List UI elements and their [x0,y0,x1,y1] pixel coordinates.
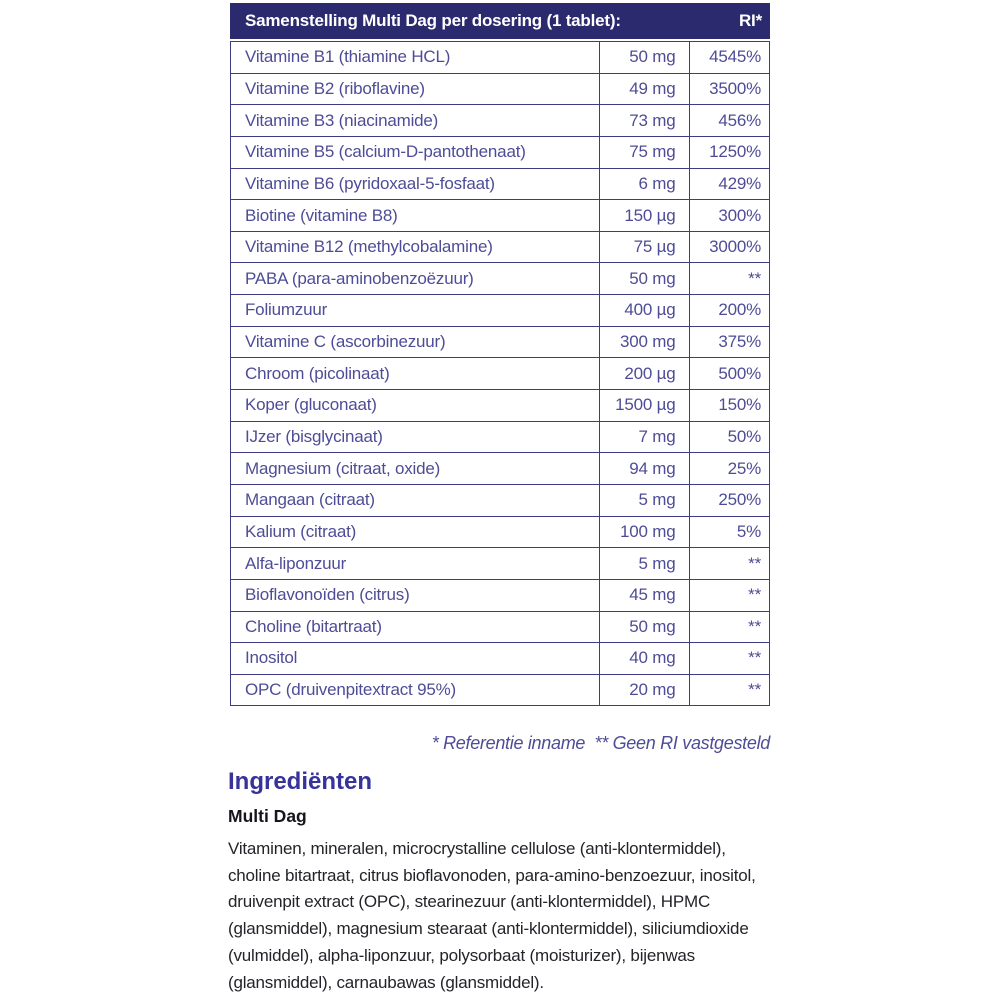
table-row [231,421,769,453]
ingredient-ri: ** [689,612,770,643]
table-row [231,294,769,326]
ingredients-paragraph: Vitaminen, mineralen, microcrystalline cellulose (anti-klontermiddel), choline bitartraat, citrus bioflavonoden, para-amino-benzoezuur, inositol, druivenpit extract (OPC), stearinezuur (anti-klontermiddel), HPMC (glansmiddel), magnesium stearaat (anti-klontermiddel), siliciumdioxide (vulmiddel), alpha-liponzuur, polysorbaat (moisturizer), bijenwas (glansmiddel), carnaubawas (glansmiddel). [228,839,756,992]
ingredient-name: Vitamine B5 (calcium-D-pantothenaat) [245,142,526,162]
ingredient-amount: 1500 µg [599,390,689,421]
table-row [231,73,769,105]
table-row [231,136,769,168]
ingredient-amount: 300 mg [599,327,689,358]
ingredient-ri: 250% [689,485,770,516]
ingredient-amount: 150 µg [599,200,689,231]
table-row [231,642,769,674]
ingredients-heading: Ingrediënten [228,768,373,795]
table-row [231,357,769,389]
ingredient-amount: 75 µg [599,232,689,263]
ingredient-name: Biotine (vitamine B8) [245,205,398,225]
ingredient-ri: 1250% [689,137,770,168]
ingredient-amount: 100 mg [599,517,689,548]
ingredient-amount: 75 mg [599,137,689,168]
ingredient-name: Alfa-liponzuur [245,553,347,573]
ingredient-ri: ** [689,580,770,611]
ingredient-amount: 49 mg [599,74,689,105]
ingredient-amount: 400 µg [599,295,689,326]
table-row [231,674,769,706]
ingredient-name: PABA (para-aminobenzoëzuur) [245,268,474,288]
ingredient-ri: 3000% [689,232,770,263]
ingredient-ri: 25% [689,453,770,484]
table-row [231,452,769,484]
table-header [230,3,770,39]
ingredient-name: OPC (druivenpitextract 95%) [245,680,456,700]
ingredient-name: Choline (bitartraat) [245,616,382,636]
ingredient-name: Vitamine B1 (thiamine HCL) [245,47,451,67]
ingredient-name: Vitamine C (ascorbinezuur) [245,332,446,352]
table-title: Samenstelling Multi Dag per dosering (1 tablet): [245,11,621,30]
ingredient-ri: 500% [689,358,770,389]
table-row [231,611,769,643]
ingredient-ri: ** [689,675,770,706]
ingredient-ri: ** [689,643,770,674]
table-row [231,42,769,73]
ingredient-name: Magnesium (citraat, oxide) [245,458,441,478]
composition-table [230,3,770,706]
ingredient-amount: 5 mg [599,548,689,579]
ingredient-amount: 45 mg [599,580,689,611]
table-row [231,104,769,136]
ingredient-ri: 429% [689,169,770,200]
table-row [231,231,769,263]
ingredient-ri: 456% [689,105,770,136]
table-row [231,389,769,421]
ingredient-amount: 200 µg [599,358,689,389]
ingredient-name: Inositol [245,648,298,668]
ingredient-amount: 50 mg [599,612,689,643]
ingredient-ri: 4545% [689,42,770,73]
ingredient-name: Vitamine B3 (niacinamide) [245,110,439,130]
ingredient-name: Chroom (picolinaat) [245,363,390,383]
table-body [230,41,770,706]
ingredient-name: Kalium (citraat) [245,521,357,541]
table-row [231,168,769,200]
ingredient-name: Vitamine B12 (methylcobalamine) [245,237,493,257]
table-row [231,484,769,516]
ingredient-amount: 40 mg [599,643,689,674]
ingredient-ri: 3500% [689,74,770,105]
ingredient-ri: 150% [689,390,770,421]
ingredient-name: Bioflavonoïden (citrus) [245,585,410,605]
ingredient-name: Mangaan (citraat) [245,490,375,510]
table-row [231,547,769,579]
ingredient-ri: 50% [689,422,770,453]
ingredient-amount: 50 mg [599,263,689,294]
product-subheading: Multi Dag [228,806,307,826]
ingredient-name: Vitamine B6 (pyridoxaal-5-fosfaat) [245,173,495,193]
ingredient-amount: 20 mg [599,675,689,706]
ingredient-ri: 300% [689,200,770,231]
ingredient-ri: 5% [689,517,770,548]
ingredient-amount: 6 mg [599,169,689,200]
ingredient-ri: 200% [689,295,770,326]
ingredient-amount: 94 mg [599,453,689,484]
ingredient-ri: ** [689,548,770,579]
ri-column-header: RI* [738,11,762,30]
ingredient-amount: 50 mg [599,42,689,73]
footnote: * Referentie inname ** Geen RI vastgesteld [431,733,770,753]
ingredient-name: IJzer (bisglycinaat) [245,427,383,446]
table-row [231,262,769,294]
ingredient-name: Foliumzuur [245,300,328,320]
ingredient-amount: 7 mg [599,422,689,453]
ingredient-amount: 5 mg [599,485,689,516]
ingredient-ri: ** [689,263,770,294]
ingredient-name: Koper (gluconaat) [245,395,377,415]
ingredient-amount: 73 mg [599,105,689,136]
ingredient-ri: 375% [689,327,770,358]
table-row [231,579,769,611]
table-row [231,326,769,358]
table-row [231,199,769,231]
table-row [231,516,769,548]
ingredient-name: Vitamine B2 (riboflavine) [245,78,425,98]
